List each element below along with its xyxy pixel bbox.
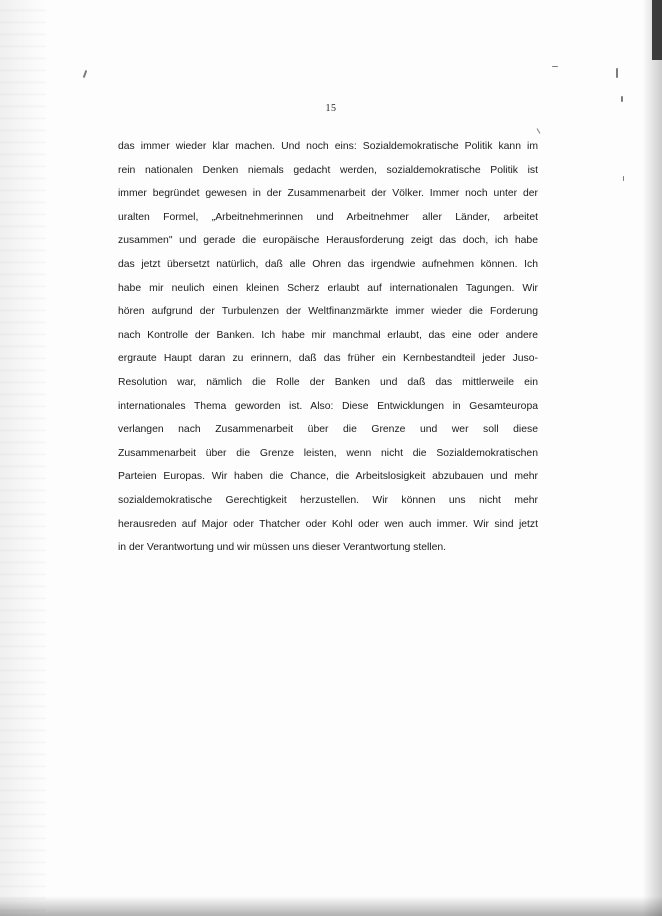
text-line: Zusammenarbeit über die Grenze leisten, wenn nicht die Sozialdemokratischen (118, 447, 538, 459)
scan-shadow-left (0, 0, 46, 916)
scan-shadow-right (634, 0, 662, 916)
scan-speck (623, 176, 624, 181)
text-line: das immer wieder klar machen. Und noch eins: Sozialdemokratische Politik kann im (118, 141, 538, 152)
text-line: ergraute Haupt daran zu erinnern, daß das früher ein Kernbestandteil jeder Juso- (118, 353, 538, 365)
body-text (118, 135, 538, 560)
text-line: herausreden auf Major oder Thatcher oder Kohl oder wen auch immer. Wir sind jetzt (118, 518, 538, 530)
text-line: nach Kontrolle der Banken. Ich habe mir manchmal erlaubt, das eine oder andere (118, 329, 538, 341)
scan-speck (552, 66, 558, 67)
text-line: verlangen nach Zusammenarbeit über die Grenze und wer soll diese (118, 424, 538, 436)
text-line: habe mir neulich einen kleinen Scherz erlaubt auf internationalen Tagungen. Wir (118, 282, 538, 294)
text-line: zusammen" und gerade die europäische Herausforderung zeigt das doch, ich habe (118, 235, 538, 247)
scan-speck (537, 128, 541, 134)
text-line: sozialdemokratische Gerechtigkeit herzustellen. Wir können uns nicht mehr (118, 494, 538, 506)
text-line: das jetzt übersetzt natürlich, daß alle Ohren das irgendwie aufnehmen können. Ich (118, 258, 538, 270)
text-line: Resolution war, nämlich die Rolle der Banken und daß das mittlerweile ein (118, 376, 538, 388)
text-line: internationales Thema geworden ist. Also: Diese Entwicklungen in Gesamteuropa (118, 400, 538, 412)
text-line: immer begründet gewesen in der Zusammenarbeit der Völker. Immer noch unter der (118, 188, 538, 200)
text-line: in der Verantwortung und wir müssen uns dieser Verantwortung stellen. (118, 542, 447, 554)
scan-shadow-bottom (0, 896, 662, 916)
scan-edge-mark (652, 0, 662, 60)
scan-speck (616, 68, 618, 78)
text-line: rein nationalen Denken niemals gedacht werden, sozialdemokratische Politik ist (118, 164, 538, 176)
scan-speck (621, 96, 623, 102)
text-line: hören aufgrund der Turbulenzen der Weltfinanzmärkte immer wieder die Forderung (118, 306, 538, 318)
page-number: 15 (325, 103, 337, 114)
text-line: Parteien Europas. Wir haben die Chance, die Arbeitslosigkeit abzubauen und mehr (118, 471, 538, 483)
text-line: uralten Formel, „Arbeitnehmerinnen und Arbeitnehmer aller Länder, arbeitet (118, 211, 538, 223)
scan-speck (83, 70, 88, 78)
